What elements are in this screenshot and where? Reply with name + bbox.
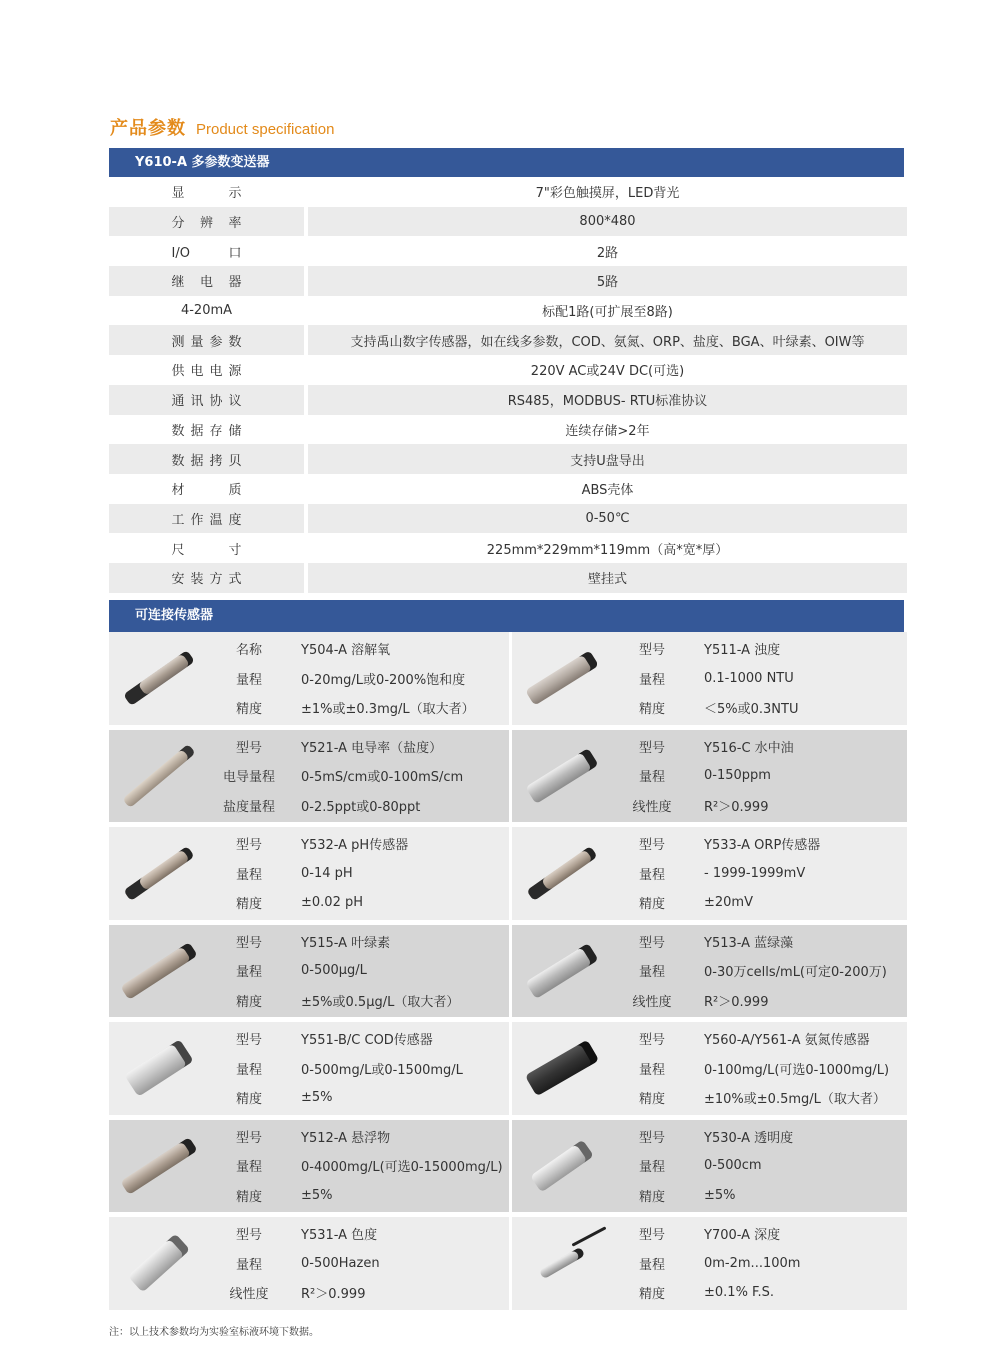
sensor-spec-list [209, 730, 509, 823]
sensor-spec-label: 盐度量程 [222, 799, 275, 815]
sensor-spec-row [209, 1083, 509, 1113]
sensor-spec-value: ±20mV [704, 895, 753, 911]
sensor-spec-label: 量程 [235, 672, 262, 688]
sensor-spec-value: Y512-A 悬浮物 [301, 1130, 391, 1146]
sensor-spec-label: 量程 [235, 965, 262, 981]
sensor-spec-row [612, 634, 907, 664]
spec-row [109, 355, 907, 385]
sensor-spec-value: Y515-A 叶绿素 [301, 935, 391, 951]
sensor-spec-label: 精度 [235, 1189, 262, 1205]
sensor-card [512, 1120, 907, 1213]
sensor-card [512, 1217, 907, 1310]
sensor-spec-list [209, 1217, 509, 1310]
spec-key-cell [109, 444, 304, 474]
title-english: Product specification [196, 121, 335, 138]
sensor-spec-list [612, 925, 907, 1018]
sensor-spec-label: 量程 [638, 770, 665, 786]
spec-key: 数据拷贝 [171, 453, 242, 469]
spec-key: 数据存储 [171, 423, 242, 439]
turbidity-probe-icon [512, 632, 612, 725]
sensor-card [109, 1120, 509, 1213]
sensor-spec-label: 名称 [235, 643, 262, 659]
conductivity-probe-icon [109, 730, 209, 823]
title-chinese: 产品参数 [110, 118, 186, 139]
sensor-spec-label: 型号 [638, 643, 665, 659]
spec-value: 5路 [308, 266, 907, 296]
sensor-spec-label: 型号 [638, 838, 665, 854]
spec-key-cell [109, 474, 304, 504]
sensor-spec-label: 量程 [638, 1062, 665, 1078]
spec-value: RS485，MODBUS- RTU标准协议 [308, 385, 907, 415]
sensor-spec-value: 0-150ppm [704, 768, 771, 784]
chlorophyll-probe-icon [109, 925, 209, 1018]
sensor-card [512, 1022, 907, 1115]
sensor-spec-value: ＜5%或0.3NTU [704, 702, 799, 718]
spec-key-cell [109, 385, 304, 415]
sensor-spec-label: 量程 [638, 965, 665, 981]
sensor-spec-row [209, 1278, 509, 1308]
sensor-spec-value: Y531-A 色度 [301, 1228, 378, 1244]
spec-key: 继电器 [171, 275, 242, 291]
sensor-spec-row [612, 1054, 907, 1084]
sensor-spec-label: 型号 [235, 838, 262, 854]
sensor-spec-label: 型号 [235, 1130, 262, 1146]
spec-row [109, 444, 907, 474]
spec-key: I/O口 [171, 245, 242, 261]
do-probe-icon [109, 632, 209, 725]
sensor-spec-value: 0-20mg/L或0-200%饱和度 [301, 672, 466, 688]
spec-row [109, 296, 907, 326]
sensor-spec-row [209, 761, 509, 791]
sensor-spec-value: 0-30万cells/mL(可定0-200万) [704, 965, 887, 981]
sensor-spec-row [209, 956, 509, 986]
sensor-spec-row [612, 888, 907, 918]
spec-row [109, 415, 907, 445]
sensor-spec-row [209, 791, 509, 821]
spec-key-cell [109, 504, 304, 534]
ammonia-probe-icon [512, 1022, 612, 1115]
sensor-spec-label: 型号 [235, 935, 262, 951]
sensor-spec-list [209, 1022, 509, 1115]
spec-row [109, 533, 907, 563]
sensor-spec-label: 精度 [638, 1092, 665, 1108]
sensor-spec-row [209, 693, 509, 723]
sensor-spec-list [612, 1120, 907, 1213]
spec-value: 2路 [596, 245, 619, 261]
sensor-spec-list [612, 1217, 907, 1310]
sensor-spec-value: Y511-A 浊度 [704, 643, 781, 659]
device-header-bar: Y610-A 多参数变送器 [109, 148, 904, 177]
spec-row [109, 266, 907, 296]
sensor-spec-label: 精度 [638, 702, 665, 718]
sensor-spec-row [612, 927, 907, 957]
spec-value: 支持U盘导出 [308, 444, 907, 474]
spec-row [109, 325, 907, 355]
sensor-spec-label: 型号 [638, 1130, 665, 1146]
sensor-spec-row [209, 1122, 509, 1152]
sensor-spec-row [209, 1054, 509, 1084]
sensor-spec-label: 型号 [235, 740, 262, 756]
sensor-grid [109, 632, 907, 1310]
spec-row [109, 563, 907, 593]
sensor-spec-value: ±0.1% F.S. [704, 1285, 774, 1301]
sensor-spec-label: 线性度 [229, 1287, 269, 1303]
sensor-spec-label: 量程 [638, 672, 665, 688]
spec-row [109, 236, 907, 266]
sensor-spec-value: ±5% [301, 1187, 333, 1203]
spec-key-cell [109, 177, 304, 207]
sensor-spec-label: 型号 [235, 1228, 262, 1244]
sensor-spec-label: 型号 [638, 1033, 665, 1049]
sensor-spec-value: 0-500Hazen [301, 1255, 380, 1271]
sensor-spec-value: 0-500cm [704, 1158, 762, 1174]
sensor-spec-label: 型号 [638, 740, 665, 756]
spec-key: 测量参数 [171, 334, 242, 350]
sensor-spec-list [612, 1022, 907, 1115]
sensor-spec-label: 型号 [235, 1033, 262, 1049]
sensor-spec-label: 量程 [235, 1062, 262, 1078]
sensor-spec-row [612, 829, 907, 859]
sensor-spec-label: 量程 [638, 1160, 665, 1176]
sensor-spec-value: Y516-C 水中油 [704, 740, 794, 756]
spec-key-cell [109, 236, 304, 266]
sensor-spec-row [612, 1083, 907, 1113]
sensor-card [109, 827, 509, 920]
sensor-spec-value: Y504-A 溶解氧 [301, 643, 391, 659]
sensor-spec-label: 型号 [638, 935, 665, 951]
sensor-spec-value: R²＞0.999 [301, 1287, 366, 1303]
sensor-spec-list [209, 1120, 509, 1213]
sensor-spec-value: Y533-A ORP传感器 [704, 838, 821, 854]
spec-row [109, 177, 907, 207]
spec-value: 225mm*229mm*119mm（高*宽*厚） [486, 542, 729, 558]
sensor-spec-value: Y513-A 蓝绿藻 [704, 935, 794, 951]
sensor-spec-row [209, 888, 509, 918]
sensor-spec-value: ±5% [301, 1090, 333, 1106]
sensor-spec-value: Y551-B/C COD传感器 [301, 1033, 433, 1049]
sensor-spec-row [612, 1278, 907, 1308]
sensor-spec-row [612, 1024, 907, 1054]
sensor-spec-value: 0-4000mg/L(可选0-15000mg/L) [301, 1160, 503, 1176]
sensor-spec-label: 量程 [235, 1257, 262, 1273]
sensor-spec-value: 0-2.5ppt或0-80ppt [301, 799, 421, 815]
sensor-spec-row [612, 732, 907, 762]
tss-probe-icon [109, 1120, 209, 1213]
sensor-spec-label: 精度 [638, 1287, 665, 1303]
sensor-spec-value: 0-14 pH [301, 865, 353, 881]
sensor-spec-label: 型号 [638, 1228, 665, 1244]
sensor-spec-label: 量程 [638, 867, 665, 883]
sensor-spec-value: 0.1-1000 NTU [704, 670, 794, 686]
sensor-spec-label: 精度 [235, 1092, 262, 1108]
sensor-spec-value: 0-5mS/cm或0-100mS/cm [301, 770, 464, 786]
spec-key: 通讯协议 [171, 394, 242, 410]
spec-value: 220V AC或24V DC(可选) [530, 364, 685, 380]
sensor-spec-label: 精度 [235, 897, 262, 913]
sensor-spec-row [612, 1219, 907, 1249]
depth-probe-icon [512, 1217, 612, 1310]
spec-value: ABS壳体 [581, 483, 634, 499]
sensor-spec-value: R²＞0.999 [704, 994, 769, 1010]
sensor-spec-value: ±0.02 pH [301, 895, 363, 911]
spec-key-cell [109, 415, 304, 445]
sensor-spec-row [612, 956, 907, 986]
sensor-spec-row [612, 1122, 907, 1152]
spec-key-cell [109, 325, 304, 355]
sensor-spec-label: 精度 [638, 897, 665, 913]
sensor-spec-value: ±10%或±0.5mg/L（取大者） [704, 1092, 886, 1108]
spec-key-cell [109, 266, 304, 296]
sensors-header-bar: 可连接传感器 [109, 600, 904, 632]
sensor-spec-row [612, 859, 907, 889]
spec-key-cell [109, 355, 304, 385]
sensor-spec-value: Y532-A pH传感器 [301, 838, 409, 854]
spec-row [109, 504, 907, 534]
sensor-spec-list [612, 827, 907, 920]
sensor-spec-row [209, 859, 509, 889]
sensor-spec-row [209, 1024, 509, 1054]
sensor-spec-row [612, 986, 907, 1016]
sensor-card [109, 730, 509, 823]
sensor-spec-value: Y560-A/Y561-A 氨氮传感器 [704, 1033, 870, 1049]
sensor-spec-label: 精度 [235, 702, 262, 718]
sensor-spec-value: 0m-2m...100m [704, 1255, 801, 1271]
spec-key: 供电电源 [171, 364, 242, 380]
sensor-spec-value: 0-500mg/L或0-1500mg/L [301, 1062, 463, 1078]
sensor-spec-row [612, 1181, 907, 1211]
orp-probe-icon [512, 827, 612, 920]
sensor-spec-value: - 1999-1999mV [704, 865, 806, 881]
sensor-spec-row [612, 761, 907, 791]
sensor-spec-list [209, 827, 509, 920]
bga-probe-icon [512, 925, 612, 1018]
sensor-spec-label: 线性度 [632, 799, 672, 815]
sensor-spec-label: 精度 [235, 994, 262, 1010]
sensor-spec-value: ±5% [704, 1187, 736, 1203]
oil-in-water-probe-icon [512, 730, 612, 823]
sensor-spec-label: 线性度 [632, 994, 672, 1010]
spec-key: 安装方式 [171, 572, 242, 588]
sensor-spec-row [209, 829, 509, 859]
sensor-spec-label: 量程 [235, 867, 262, 883]
sensor-spec-row [209, 1249, 509, 1279]
spec-value: 连续存储>2年 [565, 423, 650, 439]
sensor-spec-row [612, 693, 907, 723]
spec-row [109, 474, 907, 504]
spec-value: 标配1路(可扩展至8路) [542, 305, 673, 321]
spec-key-cell [109, 207, 304, 237]
sensor-spec-label: 量程 [638, 1257, 665, 1273]
spec-value: 0-50℃ [308, 504, 907, 534]
ph-probe-icon [109, 827, 209, 920]
sensor-spec-label: 电导量程 [222, 770, 275, 786]
section-title [110, 114, 334, 140]
sensor-card [512, 730, 907, 823]
sensor-spec-value: 0-500μg/L [301, 963, 367, 979]
sensor-spec-label: 精度 [638, 1189, 665, 1205]
sensor-spec-list [612, 730, 907, 823]
sensor-spec-row [612, 1151, 907, 1181]
footnote: 注：以上技术参数均为实验室标液环境下数据。 [109, 1327, 319, 1338]
spec-key: 4-20mA [180, 303, 233, 319]
sensor-spec-row [612, 1249, 907, 1279]
sensor-spec-value: ±1%或±0.3mg/L（取大者） [301, 702, 475, 718]
sensor-card [109, 1022, 509, 1115]
sensor-spec-value: Y521-A 电导率（盐度） [301, 740, 443, 756]
sensor-card [109, 1217, 509, 1310]
spec-key: 分辨率 [171, 216, 242, 232]
sensor-spec-value: Y530-A 透明度 [704, 1130, 794, 1146]
sensor-spec-row [209, 1151, 509, 1181]
spec-value: 壁挂式 [308, 563, 907, 593]
sensor-spec-row [209, 1219, 509, 1249]
spec-value: 支持禹山数字传感器，如在线多参数，COD、氨氮、ORP、盐度、BGA、叶绿素、OIW等 [308, 325, 907, 355]
sensor-spec-row [209, 732, 509, 762]
sensor-spec-row [209, 664, 509, 694]
color-probe-icon [109, 1217, 209, 1310]
sensor-spec-value: Y700-A 深度 [704, 1228, 781, 1244]
spec-row [109, 385, 907, 415]
spec-key: 尺寸 [171, 542, 242, 558]
transparency-probe-icon [512, 1120, 612, 1213]
spec-table [109, 177, 907, 593]
sensor-card [109, 632, 509, 725]
sensor-spec-list [612, 632, 907, 725]
sensor-spec-value: ±5%或0.5μg/L（取大者） [301, 994, 460, 1010]
sensor-spec-list [209, 925, 509, 1018]
spec-value: 7"彩色触摸屏，LED背光 [535, 186, 680, 202]
sensor-spec-row [612, 664, 907, 694]
sensor-spec-row [209, 986, 509, 1016]
sensor-spec-row [209, 927, 509, 957]
sensor-spec-label: 量程 [235, 1160, 262, 1176]
spec-key-cell [109, 533, 304, 563]
cod-probe-icon [109, 1022, 209, 1115]
spec-key: 显示 [171, 186, 242, 202]
spec-value: 800*480 [308, 207, 907, 237]
sensor-spec-row [209, 1181, 509, 1211]
sensor-spec-value: R²＞0.999 [704, 799, 769, 815]
spec-row [109, 207, 907, 237]
sensor-card [512, 827, 907, 920]
spec-key: 材质 [171, 483, 242, 499]
sensor-spec-row [612, 791, 907, 821]
sensor-card [512, 925, 907, 1018]
sensor-spec-value: 0-100mg/L(可选0-1000mg/L) [704, 1062, 890, 1078]
sensor-card [512, 632, 907, 725]
spec-key-cell [109, 563, 304, 593]
sensor-spec-list [209, 632, 509, 725]
spec-key: 工作温度 [171, 512, 242, 528]
spec-key-cell [109, 296, 304, 326]
sensor-spec-row [209, 634, 509, 664]
sensor-card [109, 925, 509, 1018]
